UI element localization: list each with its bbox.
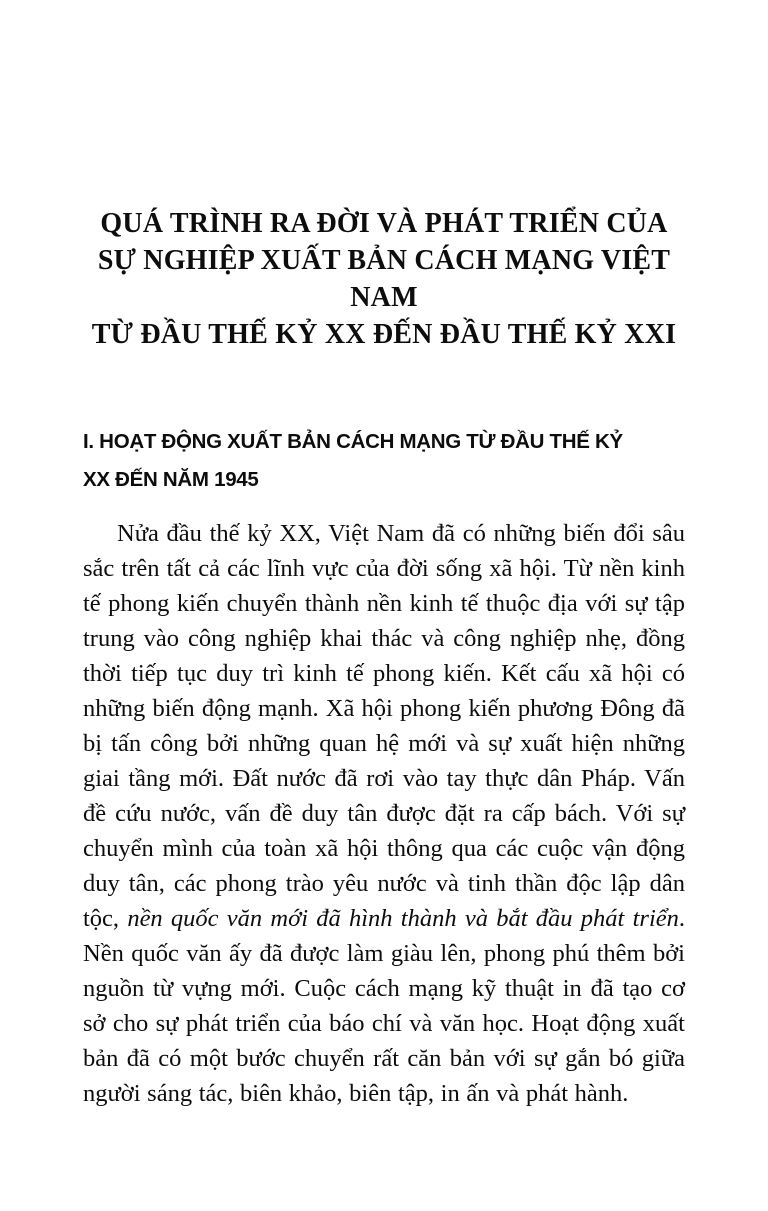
section-heading-line-2: XX ĐẾN NĂM 1945 <box>83 467 259 491</box>
content-column <box>83 205 685 1111</box>
section-heading-line-1: I. HOẠT ĐỘNG XUẤT BẢN CÁCH MẠNG TỪ ĐẦU THẾ KỶ <box>83 429 623 453</box>
body-paragraph <box>83 516 685 1111</box>
chapter-title-line-2: SỰ NGHIỆP XUẤT BẢN CÁCH MẠNG VIỆT NAM <box>97 244 671 313</box>
chapter-title-line-1: QUÁ TRÌNH RA ĐỜI VÀ PHÁT TRIỂN CỦA <box>100 207 668 239</box>
paragraph-italic-phrase: nền quốc văn mới đã hình thành và bắt đầu phát triển <box>127 904 679 932</box>
chapter-title <box>83 205 685 353</box>
paragraph-text-before-italic: Nửa đầu thế kỷ XX, Việt Nam đã có những biến đổi sâu sắc trên tất cả các lĩnh vực của đời sống xã hội. Từ nền kinh tế phong kiến chuyển thành nền kinh tế thuộc địa với sự tập trung vào công nghiệp khai thác và công nghiệp nhẹ, đồng thời tiếp tục duy trì kinh tế phong kiến. Kết cấu xã hội có những biến động mạnh. Xã hội phong kiến phương Đông đã bị tấn công bởi những quan hệ mới và sự xuất hiện những giai tầng mới. Đất nước đã rơi vào tay thực dân Pháp. Vấn đề cứu nước, vấn đề duy tân được đặt ra cấp bách. Với sự chuyển mình của toàn xã hội thông qua các cuộc vận động duy tân, các phong trào yêu nước và tinh thần độc lập dân tộc, <box>83 519 685 932</box>
chapter-title-line-3: TỪ ĐẦU THẾ KỶ XX ĐẾN ĐẦU THẾ KỶ XXI <box>91 318 677 350</box>
paragraph-text-after-italic: . Nền quốc văn ấy đã được làm giàu lên, phong phú thêm bởi nguồn từ vựng mới. Cuộc cách mạng kỹ thuật in đã tạo cơ sở cho sự phát triển của báo chí và văn học. Hoạt động xuất bản đã có một bước chuyển rất căn bản với sự gắn bó giữa người sáng tác, biên khảo, biên tập, in ấn và phát hành. <box>83 904 685 1107</box>
section-heading <box>83 423 685 499</box>
